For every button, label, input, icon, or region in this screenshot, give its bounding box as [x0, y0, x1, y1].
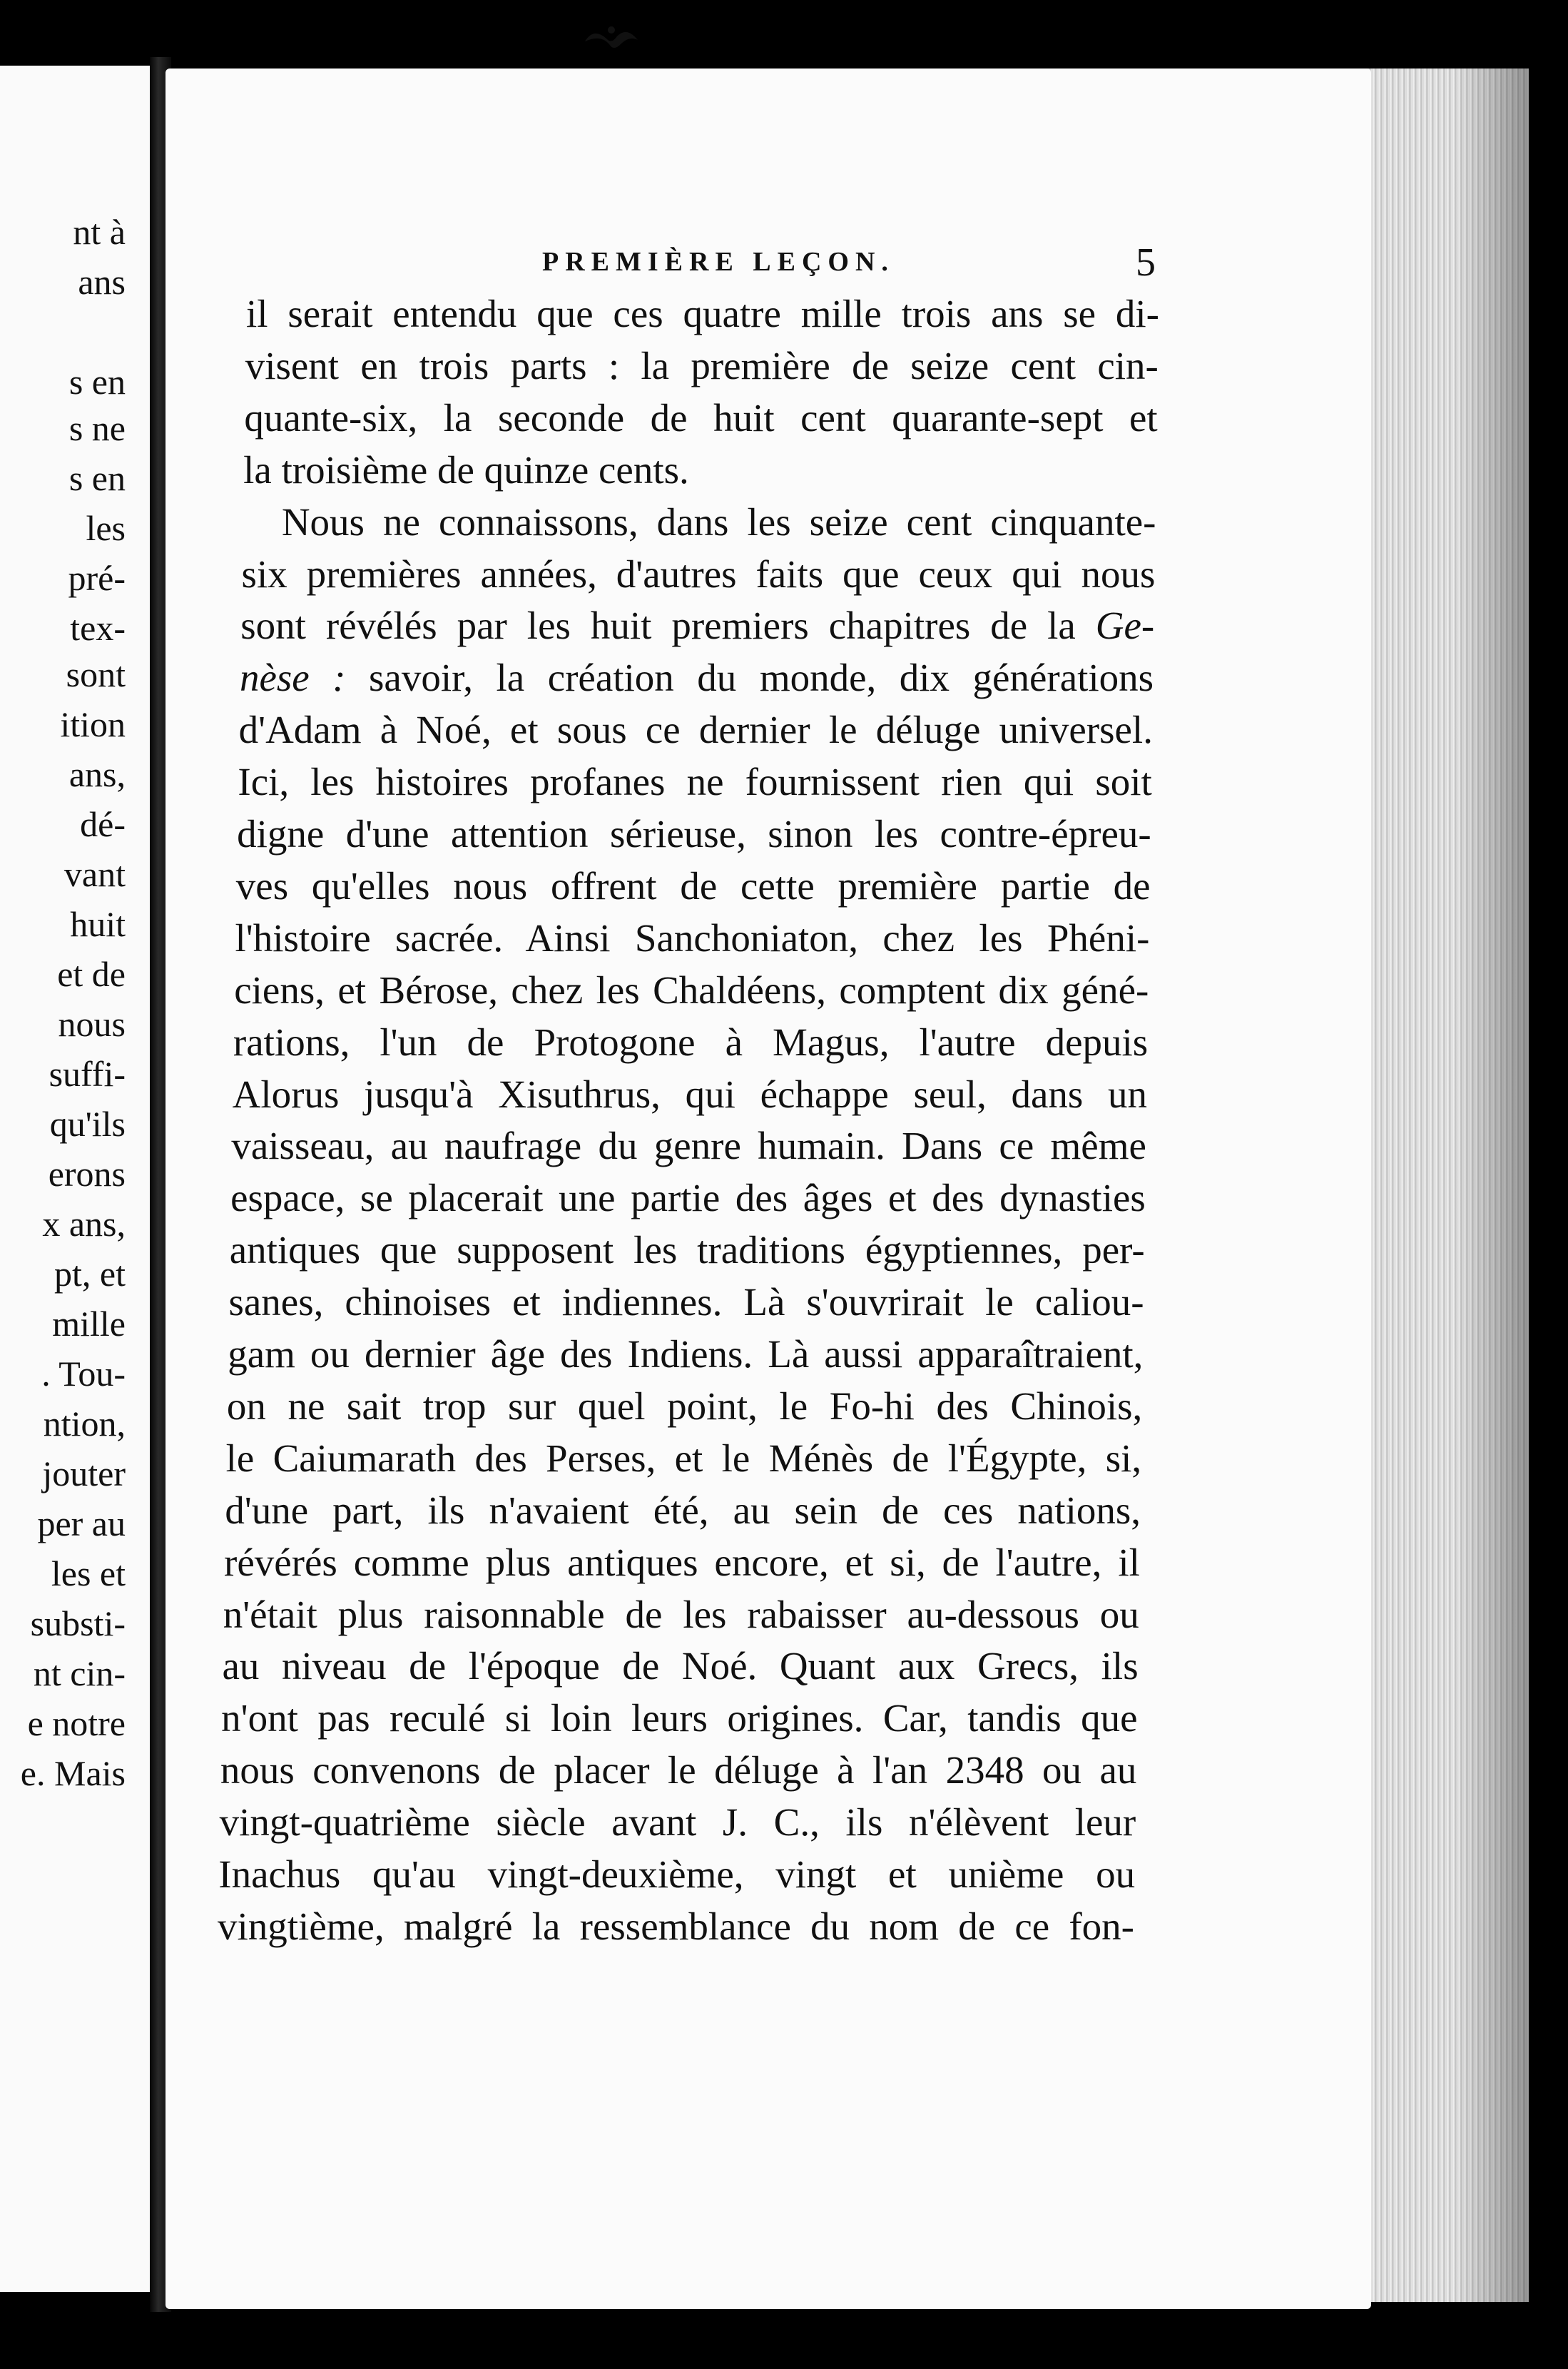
- book-page: [166, 69, 1371, 2309]
- left-page-line: e. Mais: [20, 1753, 126, 1793]
- left-page-line: per au: [37, 1503, 126, 1543]
- text-line: vingt-quatrième siècle avant J. C., ils n'élèvent leur: [219, 1800, 1136, 1845]
- text-line: la troisième de quinze cents.: [243, 447, 689, 492]
- text-line: gam ou dernier âge des Indiens. Là aussi apparaîtraient,: [228, 1332, 1144, 1376]
- text-line: n'était plus raisonnable de les rabaisser au-dessous ou: [223, 1592, 1139, 1636]
- text-line: ves qu'elles nous offrent de cette première partie de: [235, 863, 1151, 908]
- text-line: sont révélés par les huit premiers chapitres de la Ge-: [240, 604, 1155, 648]
- text-line: rations, l'un de Protogone à Magus, l'autre depuis: [233, 1020, 1149, 1064]
- text-line: révérés comme plus antiques encore, et si, de l'autre, il: [224, 1540, 1140, 1584]
- page-number: 5: [1136, 240, 1156, 285]
- left-page-line: nous: [58, 1004, 126, 1044]
- text-line: antiques que supposent les traditions égyptiennes, per-: [229, 1228, 1145, 1272]
- text-line: espace, se placerait une partie des âges et des dynasties: [230, 1176, 1146, 1220]
- text-line: le Caiumarath des Perses, et le Ménès de l'Égypte, si,: [225, 1436, 1142, 1480]
- left-page-line: s ne: [68, 408, 126, 448]
- text-line: n'ont pas reculé si loin leurs origines. Car, tandis que: [221, 1696, 1138, 1740]
- left-page-line: ition: [60, 704, 126, 744]
- left-page-line: ntion,: [43, 1404, 126, 1444]
- left-page-line: et de: [57, 954, 126, 994]
- left-page-line: erons: [48, 1154, 126, 1194]
- text-line: sanes, chinoises et indiennes. Là s'ouvrirait le caliou-: [228, 1280, 1144, 1324]
- left-page-line: . Tou-: [41, 1354, 126, 1394]
- text-line: au niveau de l'époque de Noé. Quant aux Grecs, ils: [222, 1644, 1139, 1688]
- text-line: nèse : savoir, la création du monde, dix générations: [239, 656, 1154, 700]
- left-page-line: les et: [51, 1553, 126, 1593]
- left-page-line: jouter: [42, 1454, 126, 1493]
- left-page-line: nt à: [73, 212, 126, 252]
- text-line: visent en trois parts : la première de seize cent cin-: [245, 343, 1159, 387]
- text-line: nous convenons de placer le déluge à l'an 2348 ou au: [220, 1748, 1137, 1792]
- left-page-line: pt, et: [54, 1254, 126, 1294]
- text-line: six premières années, d'autres faits que ceux qui nous: [241, 552, 1156, 596]
- left-page-line: suffi-: [49, 1054, 126, 1094]
- text-line: il serait entendu que ces quatre mille trois ans se di-: [246, 292, 1159, 335]
- left-page-line: vant: [63, 854, 126, 894]
- text-line: ciens, et Bérose, chez les Chaldéens, comptent dix géné-: [234, 968, 1149, 1012]
- left-page-line: sont: [66, 654, 126, 694]
- text-line: Inachus qu'au vingt-deuxième, vingt et unième ou: [218, 1852, 1136, 1897]
- left-page-line: e notre: [27, 1703, 126, 1743]
- text-line: d'Adam à Noé, et sous ce dernier le déluge universel.: [238, 708, 1153, 752]
- left-page-line: mille: [52, 1304, 126, 1344]
- left-page-line: s en: [68, 362, 126, 402]
- left-page-line: pré-: [68, 558, 126, 598]
- left-page-line: les: [86, 508, 126, 548]
- left-page-line: ans,: [68, 754, 126, 794]
- left-page-line: qu'ils: [49, 1104, 126, 1144]
- text-line: digne d'une attention sérieuse, sinon les contre-épreu-: [237, 812, 1151, 856]
- left-page-line: nt cin-: [33, 1653, 126, 1693]
- left-page-line: ans: [78, 262, 126, 302]
- left-page-fragment: [0, 66, 150, 2292]
- text-line: quante-six, la seconde de huit cent quarante-sept et: [244, 395, 1158, 440]
- text-line: d'une part, ils n'avaient été, au sein de ces nations,: [225, 1488, 1141, 1532]
- left-page-line: s en: [68, 458, 126, 498]
- ornament-icon: [579, 20, 643, 56]
- left-page-line: huit: [70, 904, 126, 944]
- left-page-line: x ans,: [42, 1204, 126, 1244]
- text-line: Ici, les histoires profanes ne fournissent rien qui soit: [238, 760, 1152, 804]
- left-page-line: tex-: [70, 608, 126, 648]
- text-line: Nous ne connaissons, dans les seize cent cinquante-: [281, 499, 1156, 544]
- text-line: Alorus jusqu'à Xisuthrus, qui échappe seul, dans un: [232, 1072, 1148, 1116]
- left-page-line: dé-: [80, 804, 126, 844]
- text-line: vingtième, malgré la ressemblance du nom de ce fon-: [218, 1904, 1134, 1948]
- running-header: PREMIÈRE LEÇON.: [542, 247, 895, 277]
- text-line: l'histoire sacrée. Ainsi Sanchoniaton, chez les Phéni-: [235, 915, 1150, 960]
- text-line: vaisseau, au naufrage du genre humain. Dans ce même: [231, 1124, 1146, 1168]
- text-line: on ne sait trop sur quel point, le Fo-hi des Chinois,: [226, 1384, 1143, 1428]
- left-page-line: substi-: [30, 1603, 126, 1643]
